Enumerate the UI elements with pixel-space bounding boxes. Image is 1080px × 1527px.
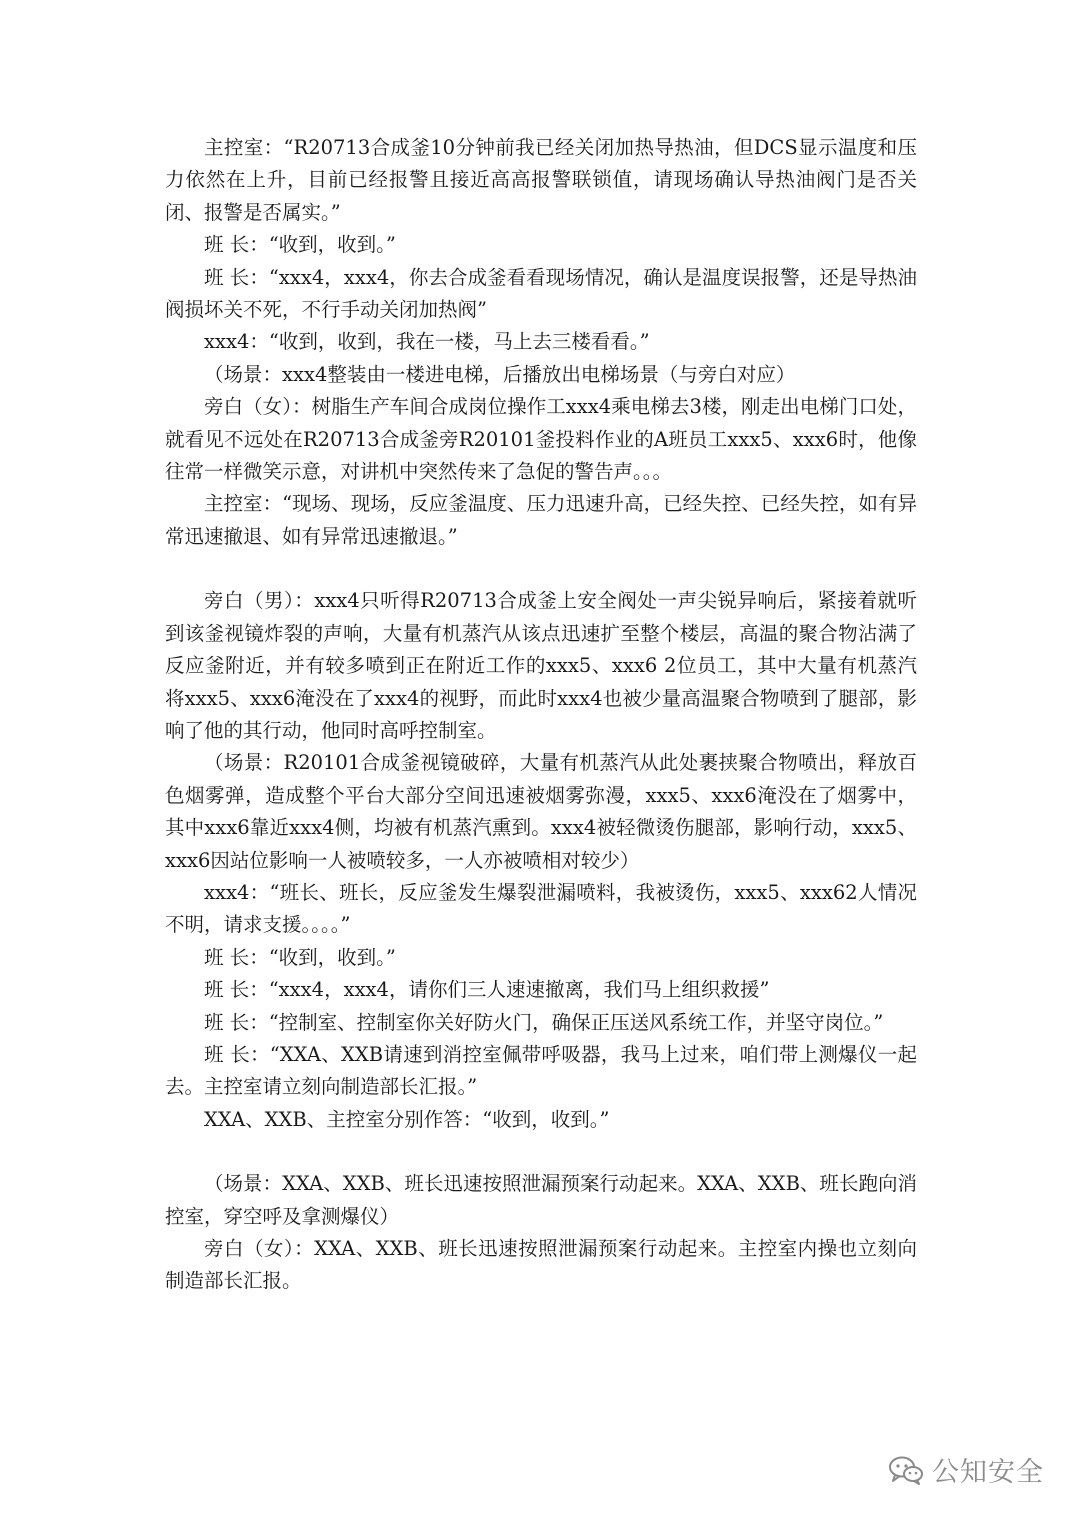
paragraph: 班 长：“xxx4，xxx4，你去合成釜看看现场情况，确认是温度误报警，还是导热油阀损坏关不死，不行手动关闭加热阀” — [165, 265, 917, 322]
paragraph: 主控室：“现场、现场，反应釜温度、压力迅速升高，已经失控、已经失控，如有异常迅速撤退、如有异常迅速撤退。” — [165, 492, 917, 548]
blank-line — [165, 1136, 917, 1168]
paragraph: （场景：XXA、XXB、班长迅速按照泄漏预案行动起来。XXA、XXB、班长跑向消控室，穿空呼及拿测爆仪） — [165, 1172, 917, 1228]
paragraph: 旁白（女）：树脂生产车间合成岗位操作工xxx4乘电梯去3楼，刚走出电梯门口处，就看见不远处在R20713合成釜旁R20101釜投料作业的A班员工xxx5、xxx6时，他像往常一样微笑示意，对讲机中突然传来了急促的警告声。。。 — [165, 395, 917, 484]
paragraph: xxx4：“班长、班长，反应釜发生爆裂泄漏喷料，我被烫伤，xxx5、xxx62人情况不明，请求支援。。。。” — [165, 880, 917, 937]
watermark — [888, 1450, 1044, 1489]
document-body — [165, 132, 917, 1298]
paragraph: 班 长：“控制室、控制室你关好防火门，确保正压送风系统工作，并坚守岗位。” — [204, 1010, 884, 1034]
paragraph: xxx4：“收到，收到，我在一楼，马上去三楼看看。” — [204, 330, 650, 354]
paragraph: 旁白（女）：XXA、XXB、班长迅速按照泄漏预案行动起来。主控室内操也立刻向制造部长汇报。 — [165, 1237, 917, 1293]
paragraph: 主控室：“R20713合成釜10分钟前我已经关闭加热导热油，但DCS显示温度和压力依然在上升，目前已经报警且接近高高报警联锁值，请现场确认导热油阀门是否关闭、报警是否属实。” — [165, 136, 917, 224]
paragraph: （场景：xxx4整装由一楼进电梯，后播放出电梯场景（与旁白对应） — [204, 362, 796, 386]
paragraph: XXA、XXB、主控室分别作答：“收到，收到。” — [204, 1107, 610, 1131]
watermark-text: 公知安全 — [932, 1457, 1044, 1488]
wechat-icon — [888, 1455, 924, 1485]
paragraph: 旁白（男）：xxx4只听得R20713合成釜上安全阀处一声尖锐异响后，紧接着就听到该釜视镜炸裂的声响，大量有机蒸汽从该点迅速扩至整个楼层，高温的聚合物沾满了反应釜附近，并有较多喷到正在附近工作的xxx5、xxx6 2位员工，其中大量有机蒸汽将xxx5、xxx6淹没在了xxx4的视野，而此时xxx4也被少量高温聚合物喷到了腿部，影响了他的其行动，他同时高呼控制室。 — [165, 589, 917, 742]
paragraph: 班 长：“收到，收到。” — [204, 945, 396, 969]
paragraph: 班 长：“xxx4，xxx4，请你们三人速速撤离，我们马上组织救援” — [204, 978, 770, 1002]
blank-line — [165, 553, 917, 585]
paragraph: 班 长：“XXA、XXB请速到消控室佩带呼吸器，我马上过来，咱们带上测爆仪一起去。主控室请立刻向制造部长汇报。” — [165, 1042, 917, 1099]
paragraph: 班 长：“收到，收到。” — [204, 233, 396, 257]
paragraph: （场景：R20101合成釜视镜破碎，大量有机蒸汽从此处裹挟聚合物喷出，释放百色烟雾弹，造成整个平台大部分空间迅速被烟雾弥漫，xxx5、xxx6淹没在了烟雾中，其中xxx6靠近xxx4侧，均被有机蒸汽熏到。xxx4被轻微烫伤腿部，影响行动，xxx5、xxx6因站位影响一人被喷较多，一人亦被喷相对较少） — [165, 751, 917, 872]
